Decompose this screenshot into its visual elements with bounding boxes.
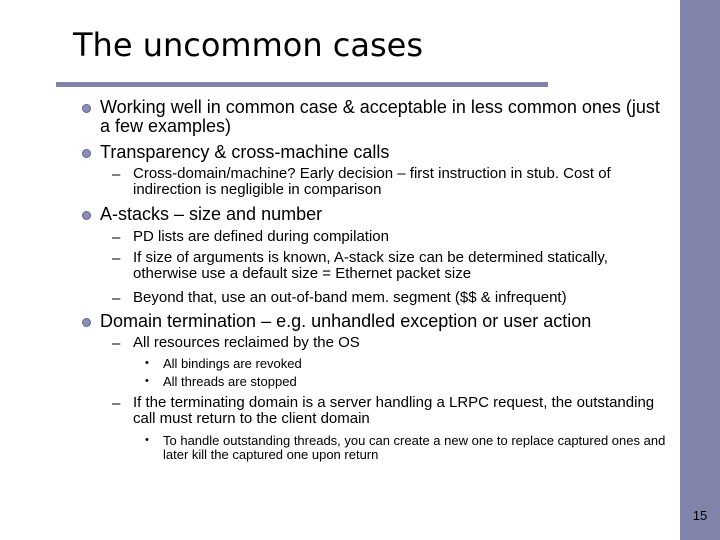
dash-icon: – (112, 395, 121, 412)
subbullet-out-of-band: Beyond that, use an out-of-band mem. segment ($$ & infrequent) (133, 289, 567, 306)
small-bullet-icon: • (145, 357, 149, 369)
bullet-dot-icon (82, 149, 91, 158)
subsubbullet-threads-stopped: All threads are stopped (163, 374, 297, 389)
dash-icon: – (112, 335, 121, 352)
dash-icon: – (112, 290, 121, 307)
slide-title: The uncommon cases (73, 26, 424, 64)
subbullet-size-arguments: If size of arguments is known, A-stack size can be determined statically, otherwise use a default size = Ethernet packet size (133, 249, 608, 282)
small-bullet-icon: • (145, 434, 149, 446)
subbullet-cross-domain: Cross-domain/machine? Early decision – first instruction in stub. Cost of indirection is negligible in comparison (133, 165, 611, 198)
dash-icon: – (112, 166, 121, 183)
bullet-dot-icon (82, 318, 91, 327)
sidebar-accent-bar (680, 0, 720, 540)
subbullet-resources-reclaimed: All resources reclaimed by the OS (133, 334, 360, 351)
bullet-transparency: Transparency & cross-machine calls (100, 142, 390, 162)
subbullet-terminating-server: If the terminating domain is a server handling a LRPC request, the outstanding call must return to the client domain (133, 394, 655, 427)
bullet-dot-icon (82, 104, 91, 113)
dash-icon: – (112, 250, 121, 267)
title-underline (56, 82, 548, 87)
page-number: 15 (692, 508, 708, 523)
subbullet-pd-lists: PD lists are defined during compilation (133, 228, 389, 245)
subsubbullet-bindings-revoked: All bindings are revoked (163, 356, 302, 371)
bullet-working-well: Working well in common case & acceptable in less common ones (just a few examples) (100, 97, 660, 136)
bullet-a-stacks: A-stacks – size and number (100, 204, 323, 224)
small-bullet-icon: • (145, 375, 149, 387)
subsubbullet-outstanding-threads: To handle outstanding threads, you can create a new one to replace captured ones and later kill the captured one upon return (163, 433, 666, 462)
bullet-domain-termination: Domain termination – e.g. unhandled exception or user action (100, 311, 592, 331)
bullet-dot-icon (82, 211, 91, 220)
dash-icon: – (112, 229, 121, 246)
